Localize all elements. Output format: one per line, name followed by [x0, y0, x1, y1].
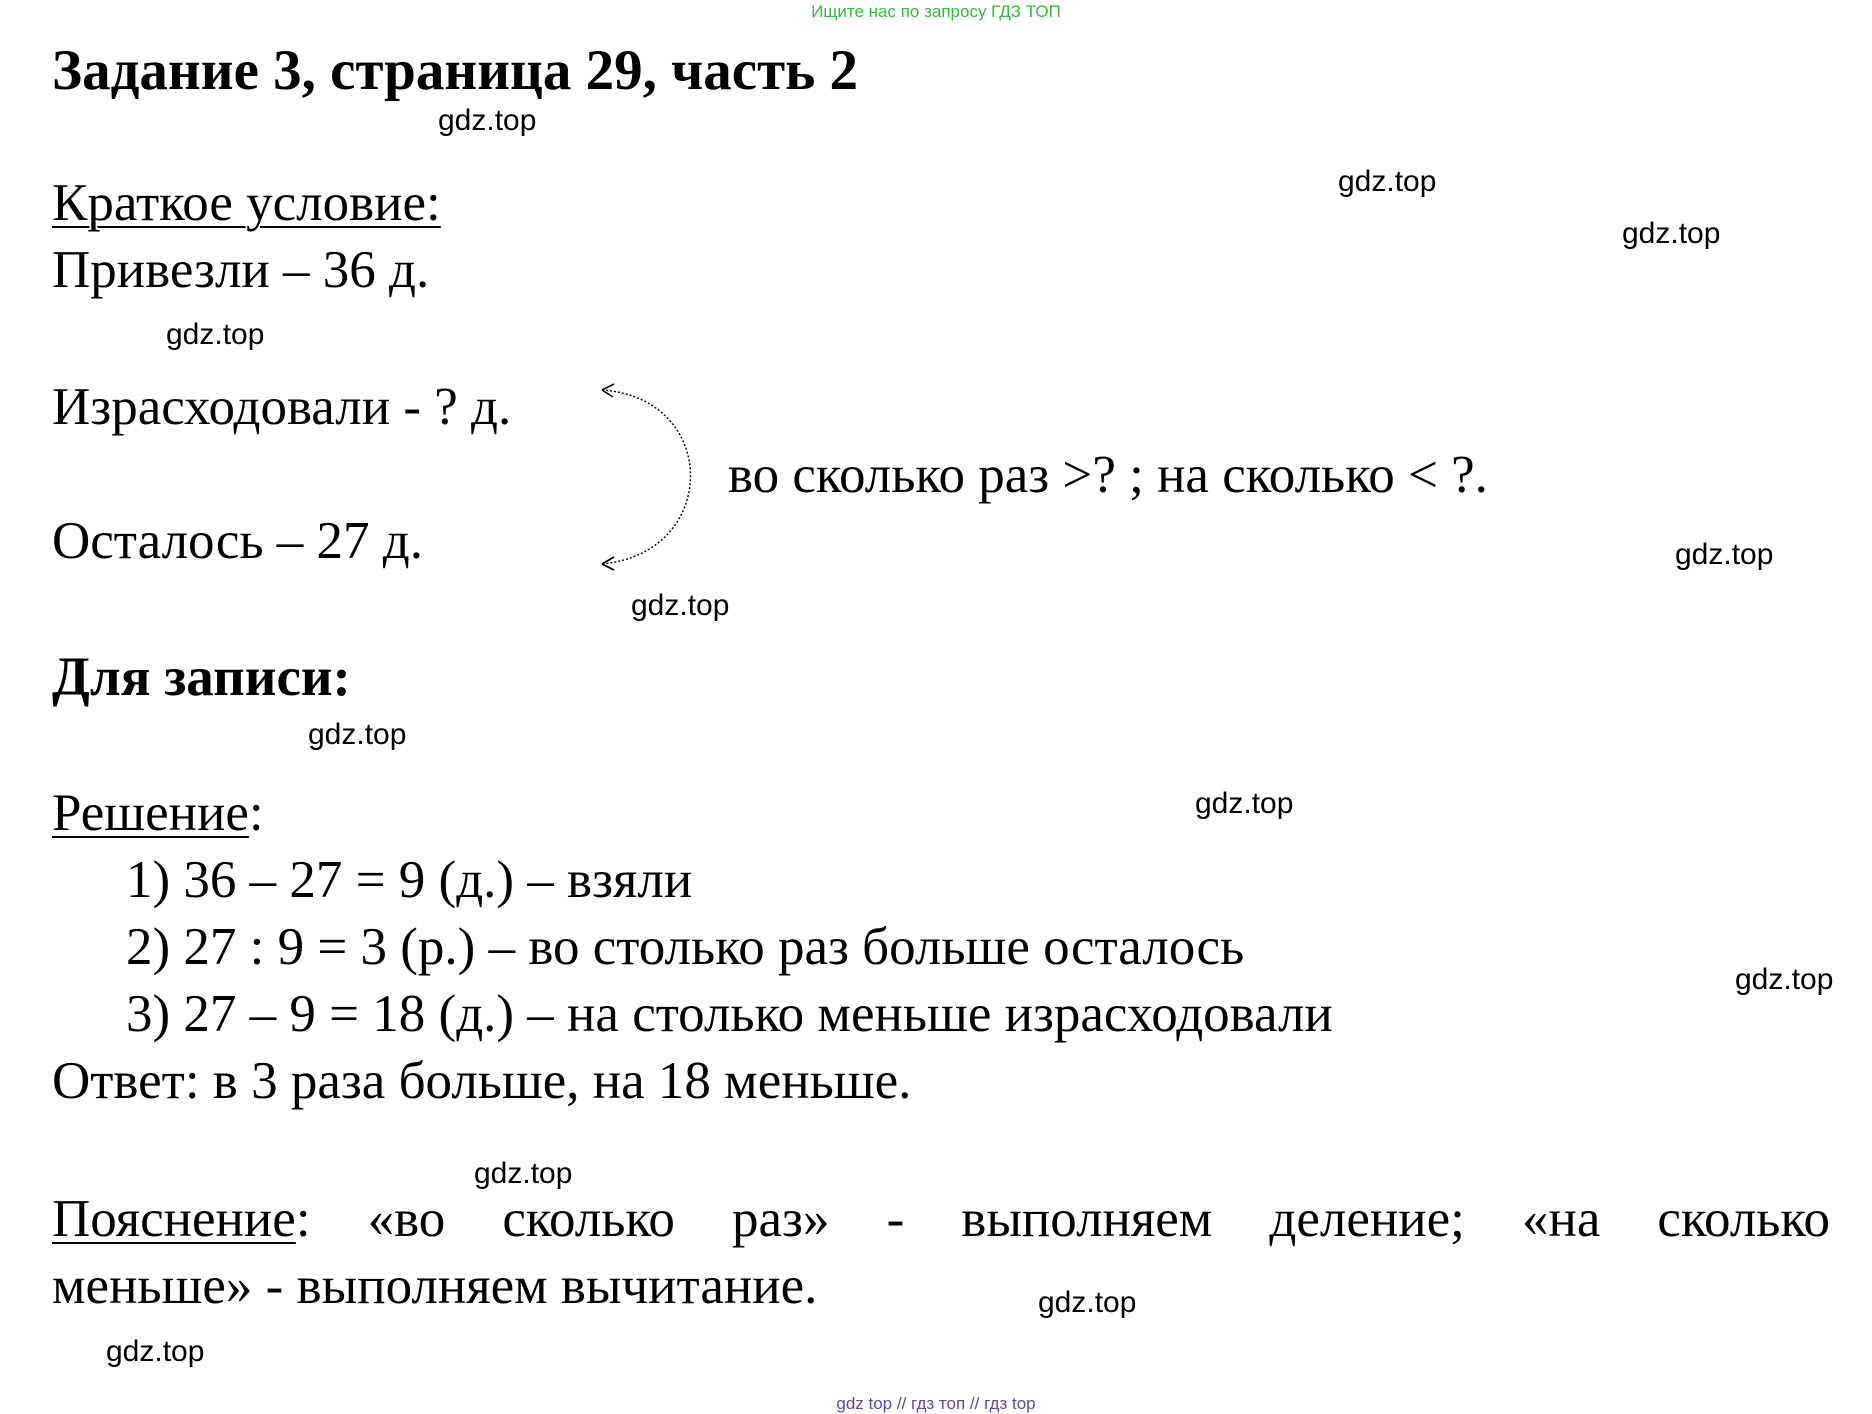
watermark: gdz.top: [1338, 165, 1437, 198]
condition-left: Осталось – 27 д.: [52, 512, 424, 570]
solution-heading: Решение: [52, 784, 249, 842]
condition-brought: Привезли – 36 д.: [52, 241, 430, 299]
condition-question: во сколько раз >? ; на сколько < ?.: [728, 446, 1488, 504]
solution-heading-row: [52, 780, 264, 846]
solution-answer: Ответ: в 3 раза больше, на 18 меньше.: [52, 1052, 912, 1110]
explanation-heading: Пояснение: [52, 1190, 296, 1248]
solution-step-3: 3) 27 – 9 = 18 (д.) – на столько меньше израсходовали: [126, 985, 1333, 1043]
solution-colon: :: [248, 784, 264, 842]
footer-separator: //: [896, 1394, 907, 1413]
watermark: gdz.top: [166, 318, 265, 351]
footer-separator: //: [969, 1394, 980, 1413]
explanation-text-1: : «во сколько раз» - выполняем деление; «на сколько: [295, 1190, 1830, 1248]
footer-link-1[interactable]: gdz top: [836, 1394, 893, 1413]
watermark: gdz.top: [1622, 217, 1721, 250]
page-title: Задание 3, страница 29, часть 2: [52, 39, 858, 102]
watermark: gdz.top: [474, 1157, 573, 1190]
watermark: gdz.top: [1675, 538, 1774, 571]
solution-step-2: 2) 27 : 9 = 3 (р.) – во столько раз больше осталось: [126, 918, 1245, 976]
footer: [0, 1394, 1872, 1414]
bracket-arrow-icon: [590, 378, 710, 578]
watermark: gdz.top: [1195, 787, 1294, 820]
footer-link-2[interactable]: гдз топ: [911, 1394, 966, 1413]
top-banner: Ищите нас по запросу ГДЗ ТОП: [811, 2, 1061, 21]
record-heading: Для записи:: [52, 646, 351, 707]
explanation-line-2: меньше» - выполняем вычитание.: [52, 1257, 818, 1315]
watermark: gdz.top: [1735, 963, 1834, 996]
watermark: gdz.top: [438, 104, 537, 137]
watermark: gdz.top: [631, 589, 730, 622]
solution-step-1: 1) 36 – 27 = 9 (д.) – взяли: [126, 851, 693, 909]
watermark: gdz.top: [106, 1335, 205, 1368]
footer-link-3[interactable]: гдз top: [984, 1394, 1036, 1413]
condition-heading: Краткое условие:: [52, 174, 441, 232]
explanation-line-1: [52, 1186, 1830, 1252]
watermark: gdz.top: [1038, 1286, 1137, 1319]
condition-spent: Израсходовали - ? д.: [52, 378, 512, 436]
watermark: gdz.top: [308, 718, 407, 751]
